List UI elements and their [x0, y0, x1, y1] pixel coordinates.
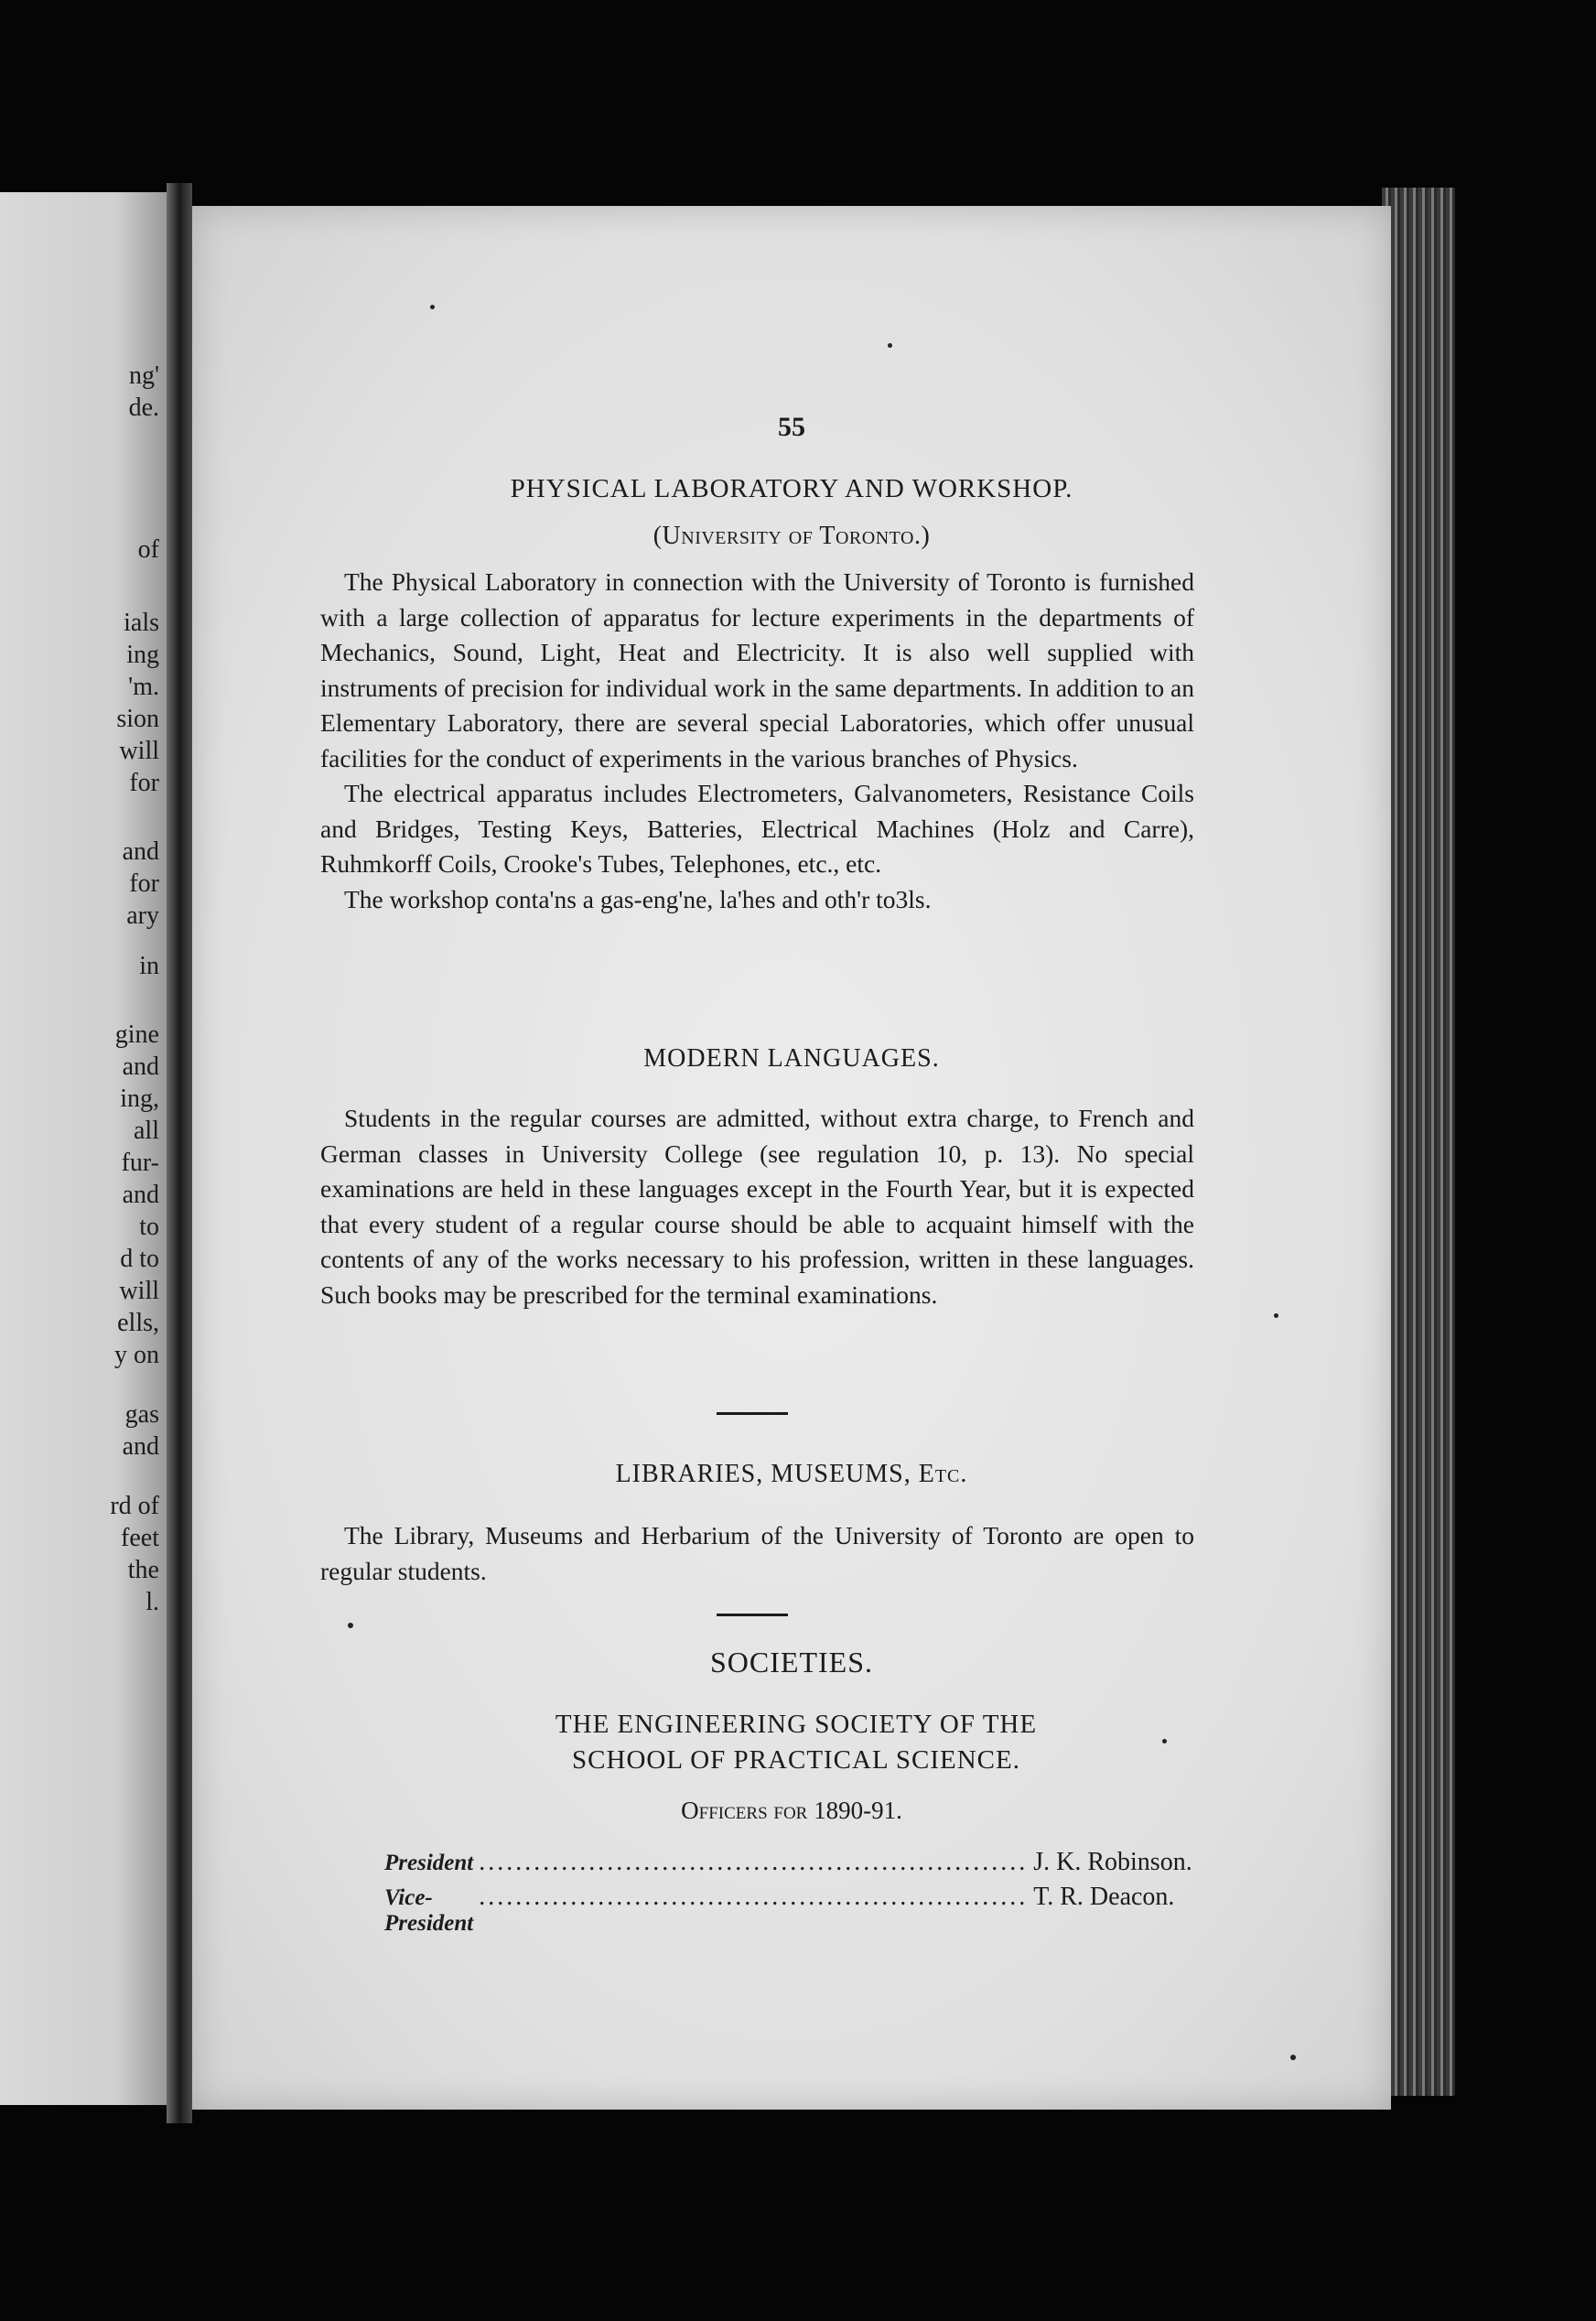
- facing-page-text: and: [122, 1432, 159, 1461]
- paragraph: The Physical Laboratory in connection with the University of Toronto is furnished with a large collection of apparatus for lecture experiments in the departments of Mechanics, Sound, Light, Heat and Electricity. It is also well supplied with instruments of precision for individual work in the same departments. In addition to an Elementary Laboratory, there are several special Laboratories, which offer unusual facilities for the conduct of experiments in the various branches of Physics.: [320, 567, 1194, 772]
- facing-page-text: feet: [121, 1524, 159, 1552]
- scan-speck: [430, 305, 435, 309]
- officers-heading: Officers for 1890-91.: [681, 1797, 902, 1824]
- facing-page-text: ells,: [117, 1309, 159, 1337]
- facing-page-text: ials: [124, 609, 159, 637]
- officer-row-vice-president: [384, 1883, 1175, 1937]
- facing-page-text: of: [137, 535, 159, 564]
- scan-speck: [888, 343, 892, 348]
- facing-page-text: gine: [114, 1020, 159, 1049]
- officer-name: J. K. Robinson.: [1033, 1848, 1192, 1876]
- scan-speck: [1162, 1739, 1167, 1743]
- physical-lab-subheading: (University of Toronto.): [652, 522, 931, 550]
- section-divider: [717, 1412, 788, 1415]
- facing-page-text: ary: [126, 901, 159, 930]
- officer-row-president: [384, 1848, 1192, 1877]
- facing-page-text: gas: [124, 1400, 159, 1429]
- facing-page-text: in: [139, 952, 159, 980]
- facing-page-text: ing,: [120, 1085, 159, 1113]
- facing-page-text: and: [122, 1181, 159, 1209]
- facing-page-text: will: [119, 737, 159, 765]
- facing-page-text: and: [122, 837, 159, 866]
- facing-page-text: rd of: [110, 1492, 159, 1520]
- facing-page-text: fur-: [121, 1149, 159, 1177]
- facing-page-text: ing: [126, 641, 159, 669]
- paragraph: The workshop conta'ns a gas-eng'ne, la'hes and oth'r to3ls.: [344, 884, 932, 913]
- society-name: THE ENGINEERING SOCIETY OF THE SCHOOL OF PRACTICAL SCIENCE.: [555, 1710, 1038, 1775]
- facing-page-text: for: [129, 869, 159, 898]
- modern-languages-body: [320, 1101, 1194, 1312]
- facing-page-text: will: [119, 1277, 159, 1305]
- paragraph: The electrical apparatus includes Electrometers, Galvanometers, Resistance Coils and Bridges, Testing Keys, Batteries, Electrical Machines (Holz and Carre), Ruhmkorff Coils, Crooke's Tubes, Telephones, etc., etc.: [320, 779, 1194, 878]
- facing-page-text: all: [134, 1117, 159, 1145]
- facing-page-text: sion: [116, 705, 159, 733]
- libraries-heading: LIBRARIES, MUSEUMS, Etc.: [615, 1460, 968, 1488]
- facing-page-text: d to: [120, 1245, 159, 1273]
- facing-page-text: l.: [146, 1588, 159, 1616]
- paragraph: The Library, Museums and Herbarium of the University of Toronto are open to regular students.: [320, 1521, 1194, 1585]
- modern-languages-heading: MODERN LANGUAGES.: [643, 1044, 940, 1073]
- officer-role: President: [384, 1851, 474, 1875]
- physical-lab-heading: PHYSICAL LABORATORY AND WORKSHOP.: [510, 474, 1073, 503]
- leader-dots: ............................................................: [479, 1883, 1029, 1911]
- scan-speck: [1274, 1313, 1278, 1318]
- book-gutter: [167, 183, 192, 2123]
- scan-speck: [1290, 2055, 1296, 2060]
- libraries-body: [320, 1518, 1194, 1589]
- section-divider: [717, 1614, 788, 1616]
- scan-speck: [348, 1623, 353, 1628]
- officer-name: T. R. Deacon.: [1033, 1883, 1175, 1911]
- facing-page-text: de.: [128, 394, 159, 422]
- page-edges: [1382, 188, 1455, 2096]
- leader-dots: ............................................................: [479, 1848, 1029, 1876]
- facing-page-fragment: [0, 192, 167, 2105]
- paragraph: Students in the regular courses are admitted, without extra charge, to French and German classes in University College (see regulation 10, p. 13). No special examinations are held in these languages except in the Fourth Year, but it is expected that every student of a regular course should be able to acquaint himself with the contents of any of the works necessary to his profession, written in these languages. Such books may be prescribed for the terminal examinations.: [320, 1104, 1194, 1309]
- officer-role: Vice-President: [384, 1885, 474, 1936]
- physical-lab-body: [320, 565, 1194, 917]
- book-page: [192, 206, 1391, 2110]
- facing-page-text: and: [122, 1053, 159, 1081]
- facing-page-text: y on: [114, 1341, 159, 1369]
- societies-heading: SOCIETIES.: [710, 1646, 873, 1679]
- facing-page-text: ng': [128, 362, 159, 390]
- facing-page-text: the: [127, 1556, 159, 1584]
- facing-page-text: 'm.: [128, 673, 159, 701]
- facing-page-text: for: [129, 769, 159, 797]
- facing-page-text: to: [139, 1213, 159, 1241]
- page-number: 55: [778, 412, 805, 442]
